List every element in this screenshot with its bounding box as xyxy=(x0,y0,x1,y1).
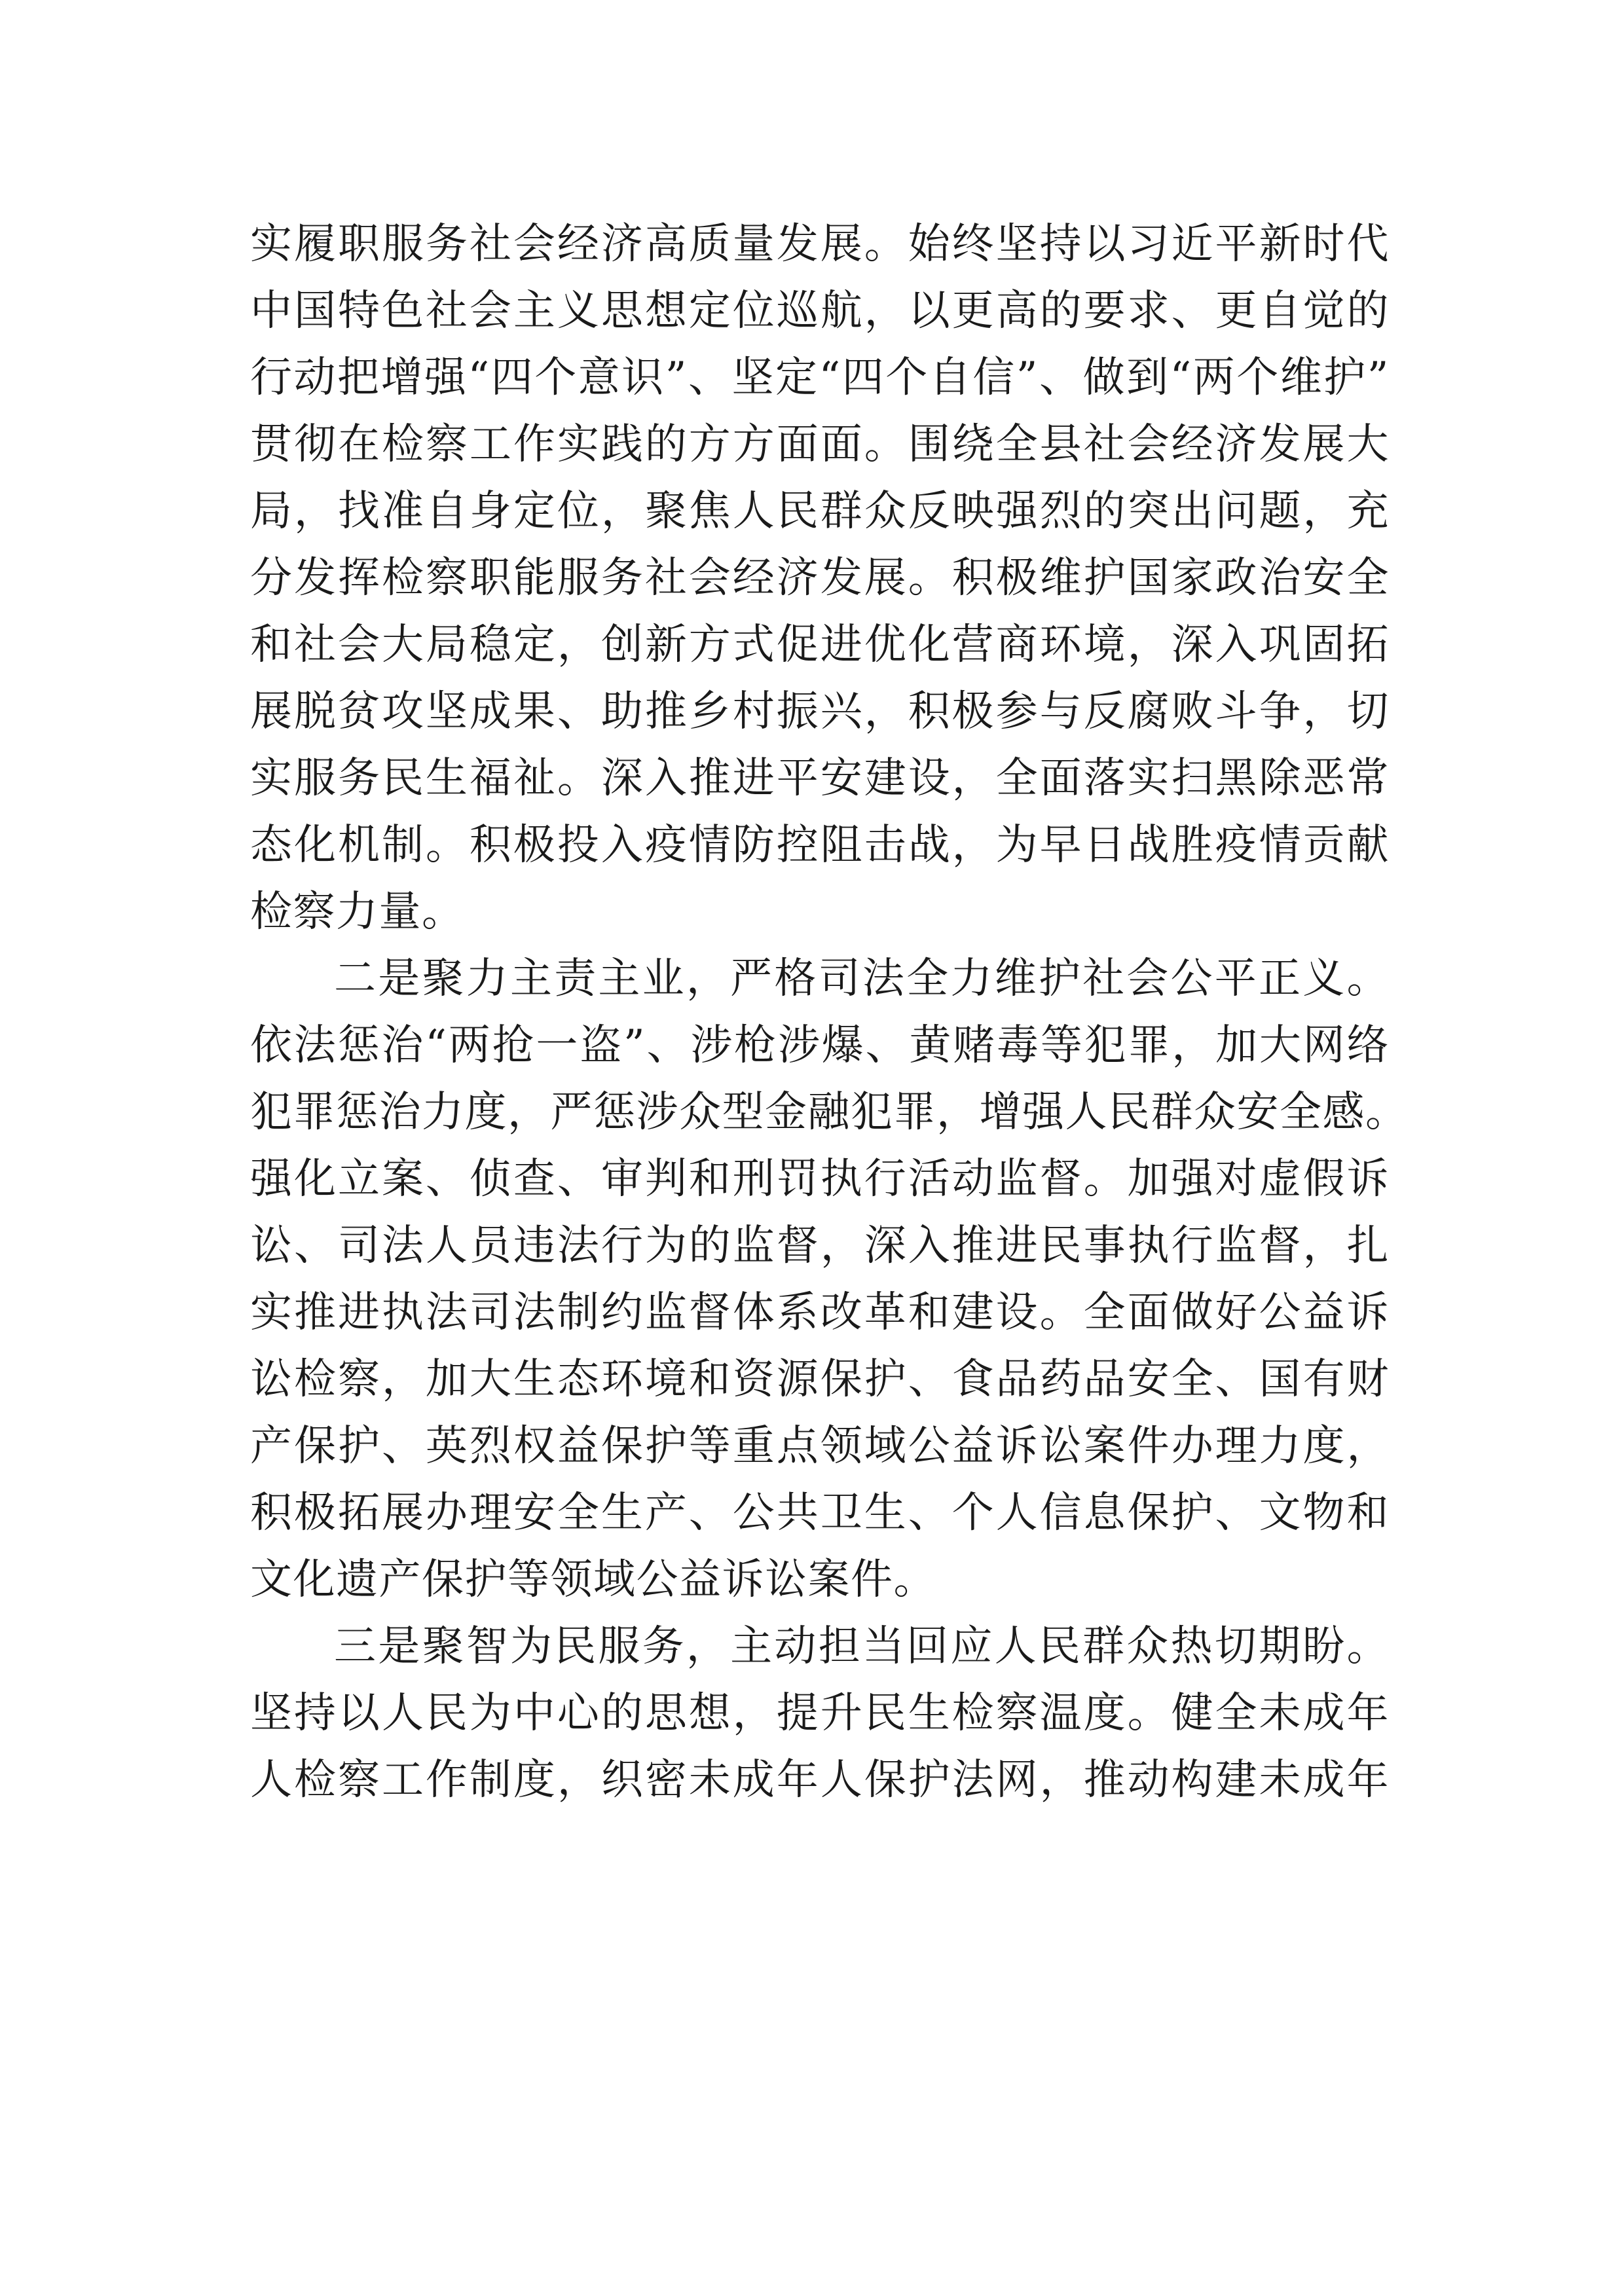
text-line: 积极拓展办理安全生产、公共卫生、个人信息保护、文物和 xyxy=(250,1489,1390,1537)
text-line: 二是聚力主责主业，严格司法全力维护社会公平正义。 xyxy=(334,955,1390,1003)
text-line: 依法惩治“两抢一盗”、涉枪涉爆、黄赌毒等犯罪，加大网络 xyxy=(250,1021,1390,1070)
text-line: 文化遗产保护等领域公益诉讼案件。 xyxy=(250,1556,936,1604)
text-line: 人检察工作制度，织密未成年人保护法网，推动构建未成年 xyxy=(250,1756,1390,1804)
text-line: 犯罪惩治力度，严惩涉众型金融犯罪，增强人民群众安全感。 xyxy=(250,1088,1409,1137)
text-line: 中国特色社会主义思想定位巡航，以更高的要求、更自觉的 xyxy=(250,287,1390,335)
text-line: 展脱贫攻坚成果、助推乡村振兴，积极参与反腐败斗争，切 xyxy=(250,687,1390,736)
text-line: 局，找准自身定位，聚焦人民群众反映强烈的突出问题，充 xyxy=(250,487,1390,536)
paragraph-1 xyxy=(250,211,1390,945)
text-line: 讼、司法人员违法行为的监督，深入推进民事执行监督，扎 xyxy=(250,1222,1390,1270)
body-text xyxy=(250,211,1409,1813)
text-line: 强化立案、侦查、审判和刑罚执行活动监督。加强对虚假诉 xyxy=(250,1155,1390,1203)
text-line: 分发挥检察职能服务社会经济发展。积极维护国家政治安全 xyxy=(250,554,1390,602)
text-line: 态化机制。积极投入疫情防控阻击战，为早日战胜疫情贡献 xyxy=(250,821,1390,869)
text-line: 产保护、英烈权益保护等重点领域公益诉讼案件办理力度， xyxy=(250,1422,1390,1470)
paragraph-3 xyxy=(250,1613,1390,1813)
text-line: 坚持以人民为中心的思想，提升民生检察温度。健全未成年 xyxy=(250,1689,1390,1738)
text-line: 实服务民生福祉。深入推进平安建设，全面落实扫黑除恶常 xyxy=(250,754,1390,803)
text-line: 贯彻在检察工作实践的方方面面。围绕全县社会经济发展大 xyxy=(250,420,1390,469)
text-line: 检察力量。 xyxy=(250,888,465,936)
text-line: 三是聚智为民服务，主动担当回应人民群众热切期盼。 xyxy=(334,1622,1390,1671)
paragraph-2 xyxy=(250,945,1409,1613)
text-line: 讼检察，加大生态环境和资源保护、食品药品安全、国有财 xyxy=(250,1355,1390,1404)
text-line: 行动把增强“四个意识”、坚定“四个自信”、做到“两个维护” xyxy=(250,354,1390,402)
text-line: 和社会大局稳定，创新方式促进优化营商环境，深入巩固拓 xyxy=(250,621,1390,669)
text-line: 实推进执法司法制约监督体系改革和建设。全面做好公益诉 xyxy=(250,1288,1390,1337)
text-line: 实履职服务社会经济高质量发展。始终坚持以习近平新时代 xyxy=(250,220,1390,268)
